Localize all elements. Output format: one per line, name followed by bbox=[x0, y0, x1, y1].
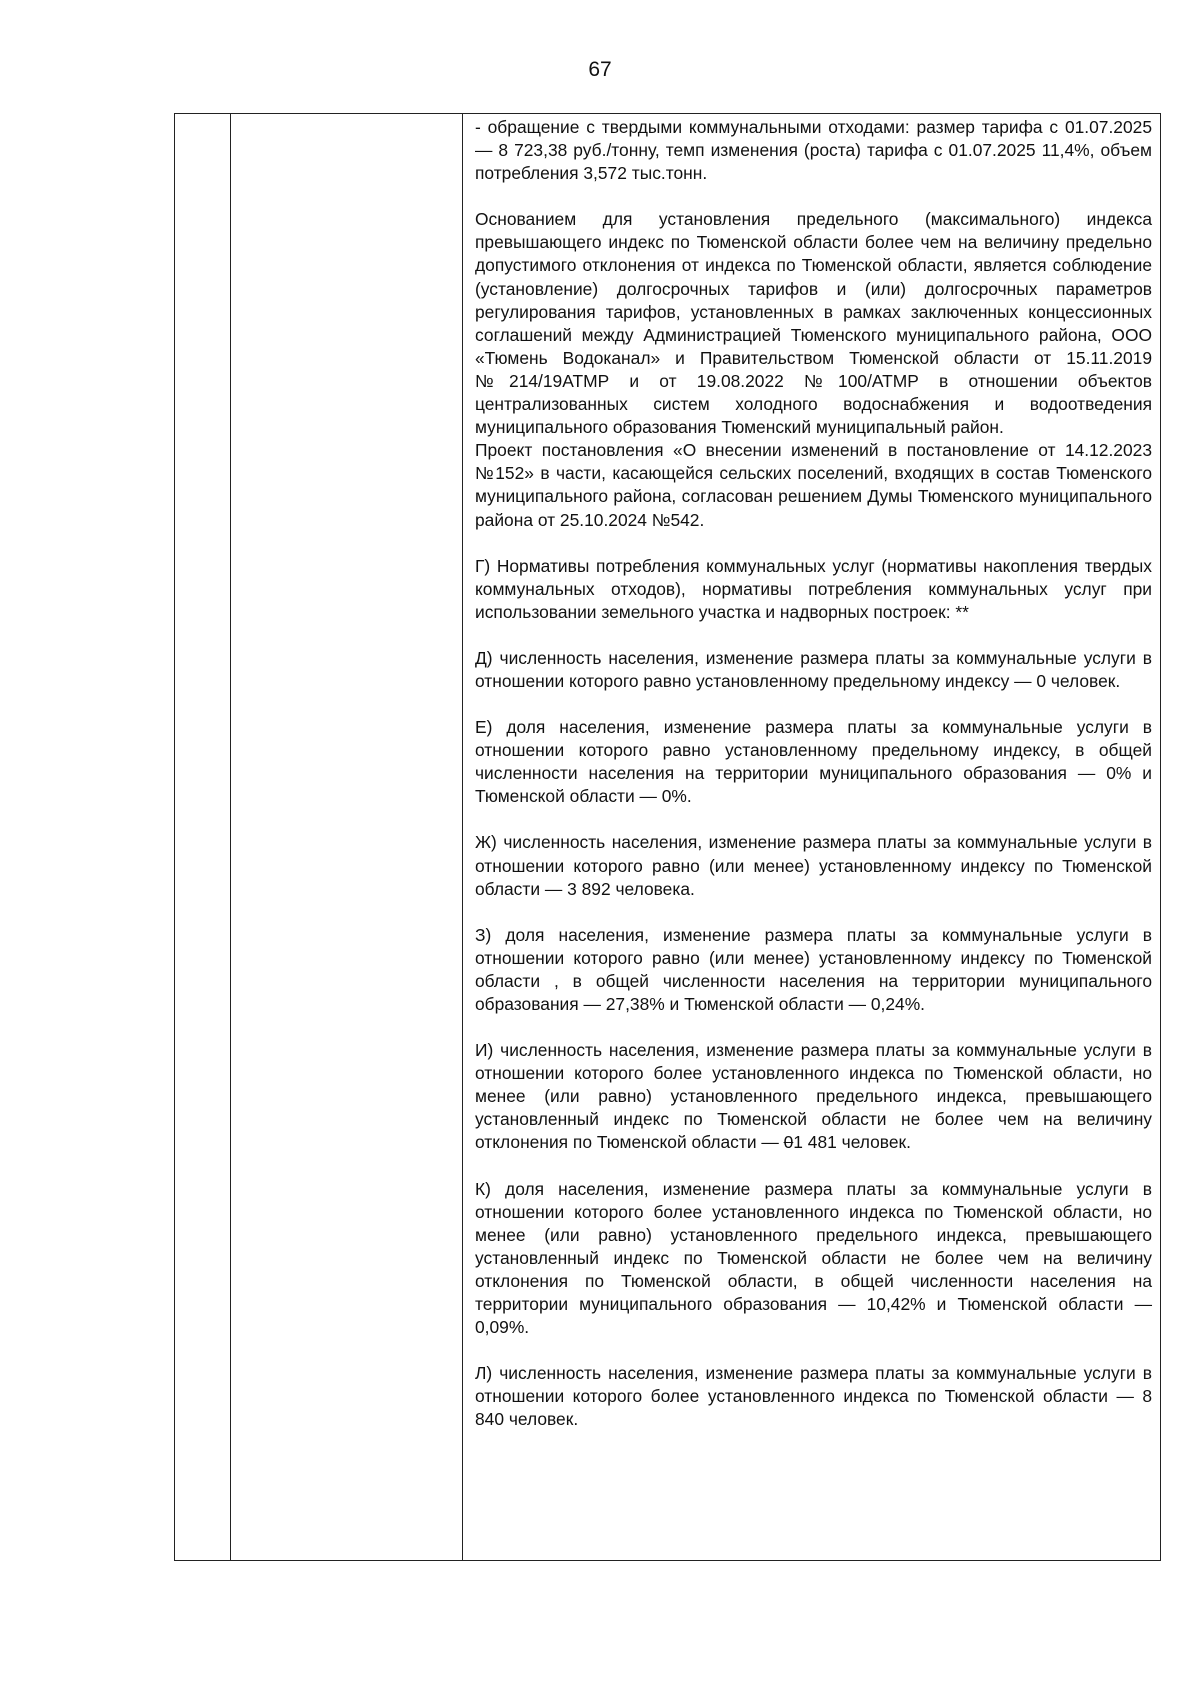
paragraph-waste-tariff: - обращение с твердыми коммунальными отходами: размер тарифа с 01.07.2025 — 8 723,38 руб./тонну, темп изменения (роста) тарифа с 01.07.2025 11,4%, объем потребления 3,572 тыс.тонн. bbox=[475, 117, 1152, 184]
paragraph-l-population: Л) численность населения, изменение размера платы за коммунальные услуги в отношении которого более установленного индекса по Тюменской области — 8 840 человек. bbox=[475, 1363, 1152, 1430]
struck-digit: 0 bbox=[783, 1132, 794, 1153]
paragraph-i-text: И) численность населения, изменение размера платы за коммунальные услуги в отношении которого более установленного индекса по Тюменской области, но менее (или равно) установленного предельного индекса, превышающего установленный индекс по Тюменской области не более чем на величину отклонения по Тюменской области — bbox=[475, 1040, 1152, 1153]
paragraph-z-share: З) доля населения, изменение размера платы за коммунальные услуги в отношении которого равно (или менее) установленному индексу по Тюменской области , в общей численности населения на территории муниципального образования — 27,38% и Тюменской области — 0,24%. bbox=[475, 924, 1152, 1014]
paragraph-g-norms: Г) Нормативы потребления коммунальных услуг (нормативы накопления твердых коммунальных отходов), нормативы потребления коммунальных услуг при использовании земельного участка и надворных построек: ** bbox=[475, 555, 1152, 622]
paragraph-i-count: 1 481 человек. bbox=[793, 1132, 911, 1153]
content-cell bbox=[465, 114, 1160, 1432]
column-divider bbox=[230, 114, 231, 1560]
column-divider bbox=[462, 114, 463, 1560]
paragraph-zh-population: Ж) численность населения, изменение размера платы за коммунальные услуги в отношении которого равно (или менее) установленному индексу по Тюменской области — 3 892 человека. bbox=[475, 832, 1152, 899]
paragraph-grounds: Основанием для установления предельного (максимального) индекса превышающего индекс по Тюменской области более чем на величину предельно допустимого отклонения от индекса по Тюменской области, является соблюдение (установление) долгосрочных тарифов и (или) долгосрочных параметров регулирования тарифов, установленных в рамках заключенных концессионных соглашений между Администрацией Тюменского муниципального района, ООО «Тюмень Водоканал» и Правительством Тюменской области от 15.11.2019 №214/19АТМР и от 19.08.2022 №100/АТМР в отношении объектов централизованных систем холодного водоснабжения и водоотведения муниципального образования Тюменский муниципальный район. bbox=[475, 209, 1152, 438]
paragraph-draft-resolution: Проект постановления «О внесении изменений в постановление от 14.12.2023 №152» в части, касающейся сельских поселений, входящих в состав Тюменского муниципального района, согласован решением Думы Тюменского муниципального района от 25.10.2024 №542. bbox=[475, 440, 1152, 530]
paragraph-k-share: К) доля населения, изменение размера платы за коммунальные услуги в отношении которого более установленного индекса по Тюменской области, но менее (или равно) установленного предельного индекса, превышающего установленный индекс по Тюменской области не более чем на величину отклонения по Тюменской области, в общей численности населения на территории муниципального образования — 10,42% и Тюменской области — 0,09%. bbox=[475, 1178, 1152, 1338]
document-table bbox=[174, 113, 1161, 1561]
paragraph-e-share: Е) доля населения, изменение размера платы за коммунальные услуги в отношении которого равно установленному предельному индексу, в общей численности населения на территории муниципального образования — 0% и Тюменской области — 0%. bbox=[475, 717, 1152, 807]
paragraph-i-population bbox=[475, 1039, 1152, 1154]
page-number: 67 bbox=[588, 58, 612, 81]
paragraph-d-population: Д) численность населения, изменение размера платы за коммунальные услуги в отношении которого равно установленному предельному индексу — 0 человек. bbox=[475, 647, 1152, 691]
